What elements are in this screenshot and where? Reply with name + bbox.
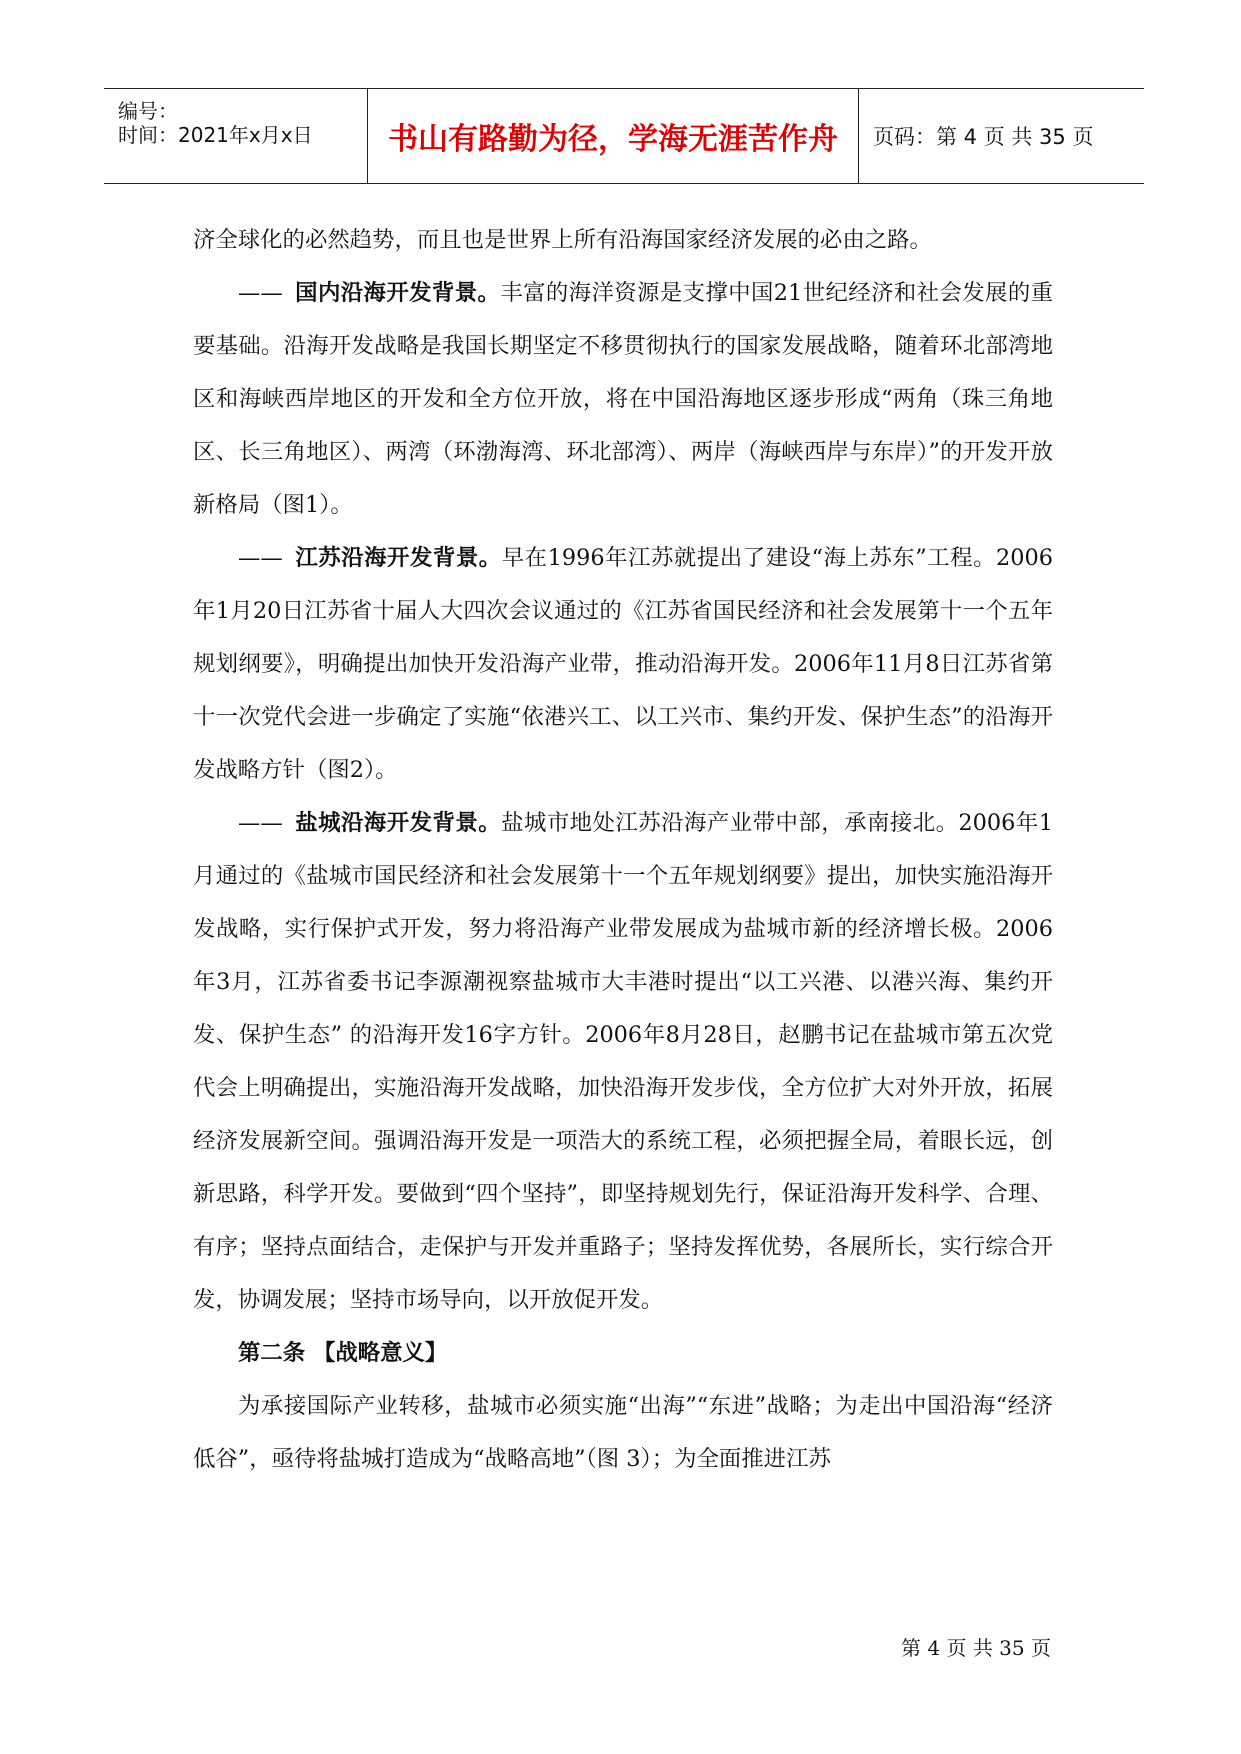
dash-marker: ——	[238, 810, 283, 836]
section-title-yancheng: 盐城沿海开发背景。	[294, 810, 502, 836]
header-page-label: 页码：第 4 页 共 35 页	[873, 125, 1094, 149]
paragraph-text: 早在1996年江苏就提出了建设“海上苏东”工程。2006年1月20日江苏省十届人大四次会议通过的《江苏省国民经济和社会发展第十一个五年规划纲要》，明确提出加快开发沿海产业带，推动沿海开发。2006年11月8日江苏省第十一次党代会进一步确定了实施“依港兴工、以工兴市、集约开发、保护生态”的沿海开发战略方针（图2）。	[193, 545, 1054, 783]
doc-number-label: 编号：	[118, 99, 178, 123]
paragraph-yancheng	[193, 797, 1053, 1327]
paragraph-text: 盐城市地处江苏沿海产业带中部，承南接北。2006年1月通过的《盐城市国民经济和社会发展第十一个五年规划纲要》提出，加快实施沿海开发战略，实行保护式开发，努力将沿海产业带发展成为盐城市新的经济增长极。2006年3月，江苏省委书记李源潮视察盐城市大丰港时提出“以工兴港、以港兴海、集约开发、保护生态” 的沿海开发16字方针。2006年8月28日，赵鹏书记在盐城市第五次党代会上明确提出，实施沿海开发战略，加快沿海开发步伐，全方位扩大对外开放，拓展经济发展新空间。强调沿海开发是一项浩大的系统工程，必须把握全局，着眼长远，创新思路，科学开发。要做到“四个坚持”，即坚持规划先行，保证沿海开发科学、合理、有序；坚持点面结合，走保护与开发并重路子；坚持发挥优势，各展所长，实行综合开发，协调发展；坚持市场导向，以开放促开发。	[193, 810, 1054, 1313]
page-footer: 第 4 页 共 35 页	[901, 1636, 1051, 1660]
doc-time-label: 时间：2021年x月x日	[118, 123, 313, 147]
dash-marker: ——	[238, 545, 283, 571]
paragraph-continuation: 济全球化的必然趋势，而且也是世界上所有沿海国家经济发展的必由之路。	[193, 227, 932, 253]
paragraph-domestic	[193, 267, 1053, 532]
page-header	[104, 88, 1144, 184]
dash-marker: ——	[238, 280, 283, 306]
section-title-jiangsu: 江苏沿海开发背景。	[294, 545, 502, 571]
section-title-domestic: 国内沿海开发背景。	[294, 280, 501, 306]
document-body	[193, 214, 1053, 1486]
header-meta	[104, 89, 368, 183]
paragraph-strategic-significance: 为承接国际产业转移，盐城市必须实施“出海”“东进”战略；为走出中国沿海“经济低谷”，亟待将盐城打造成为“战略高地”（图 3）；为全面推进江苏	[193, 1393, 1053, 1472]
article-heading: 第二条 【战略意义】	[238, 1340, 448, 1366]
paragraph-text: 丰富的海洋资源是支撑中国21世纪经济和社会发展的重要基础。沿海开发战略是我国长期坚定不移贯彻执行的国家发展战略，随着环北部湾地区和海峡西岸地区的开发和全方位开放，将在中国沿海地区逐步形成“两角（珠三角地区、长三角地区）、两湾（环渤海湾、环北部湾）、两岸（海峡西岸与东岸）”的开发开放新格局（图1）。	[193, 280, 1054, 518]
header-motto: 书山有路勤为径，学海无涯苦作舟	[368, 89, 859, 183]
paragraph-jiangsu	[193, 532, 1053, 797]
